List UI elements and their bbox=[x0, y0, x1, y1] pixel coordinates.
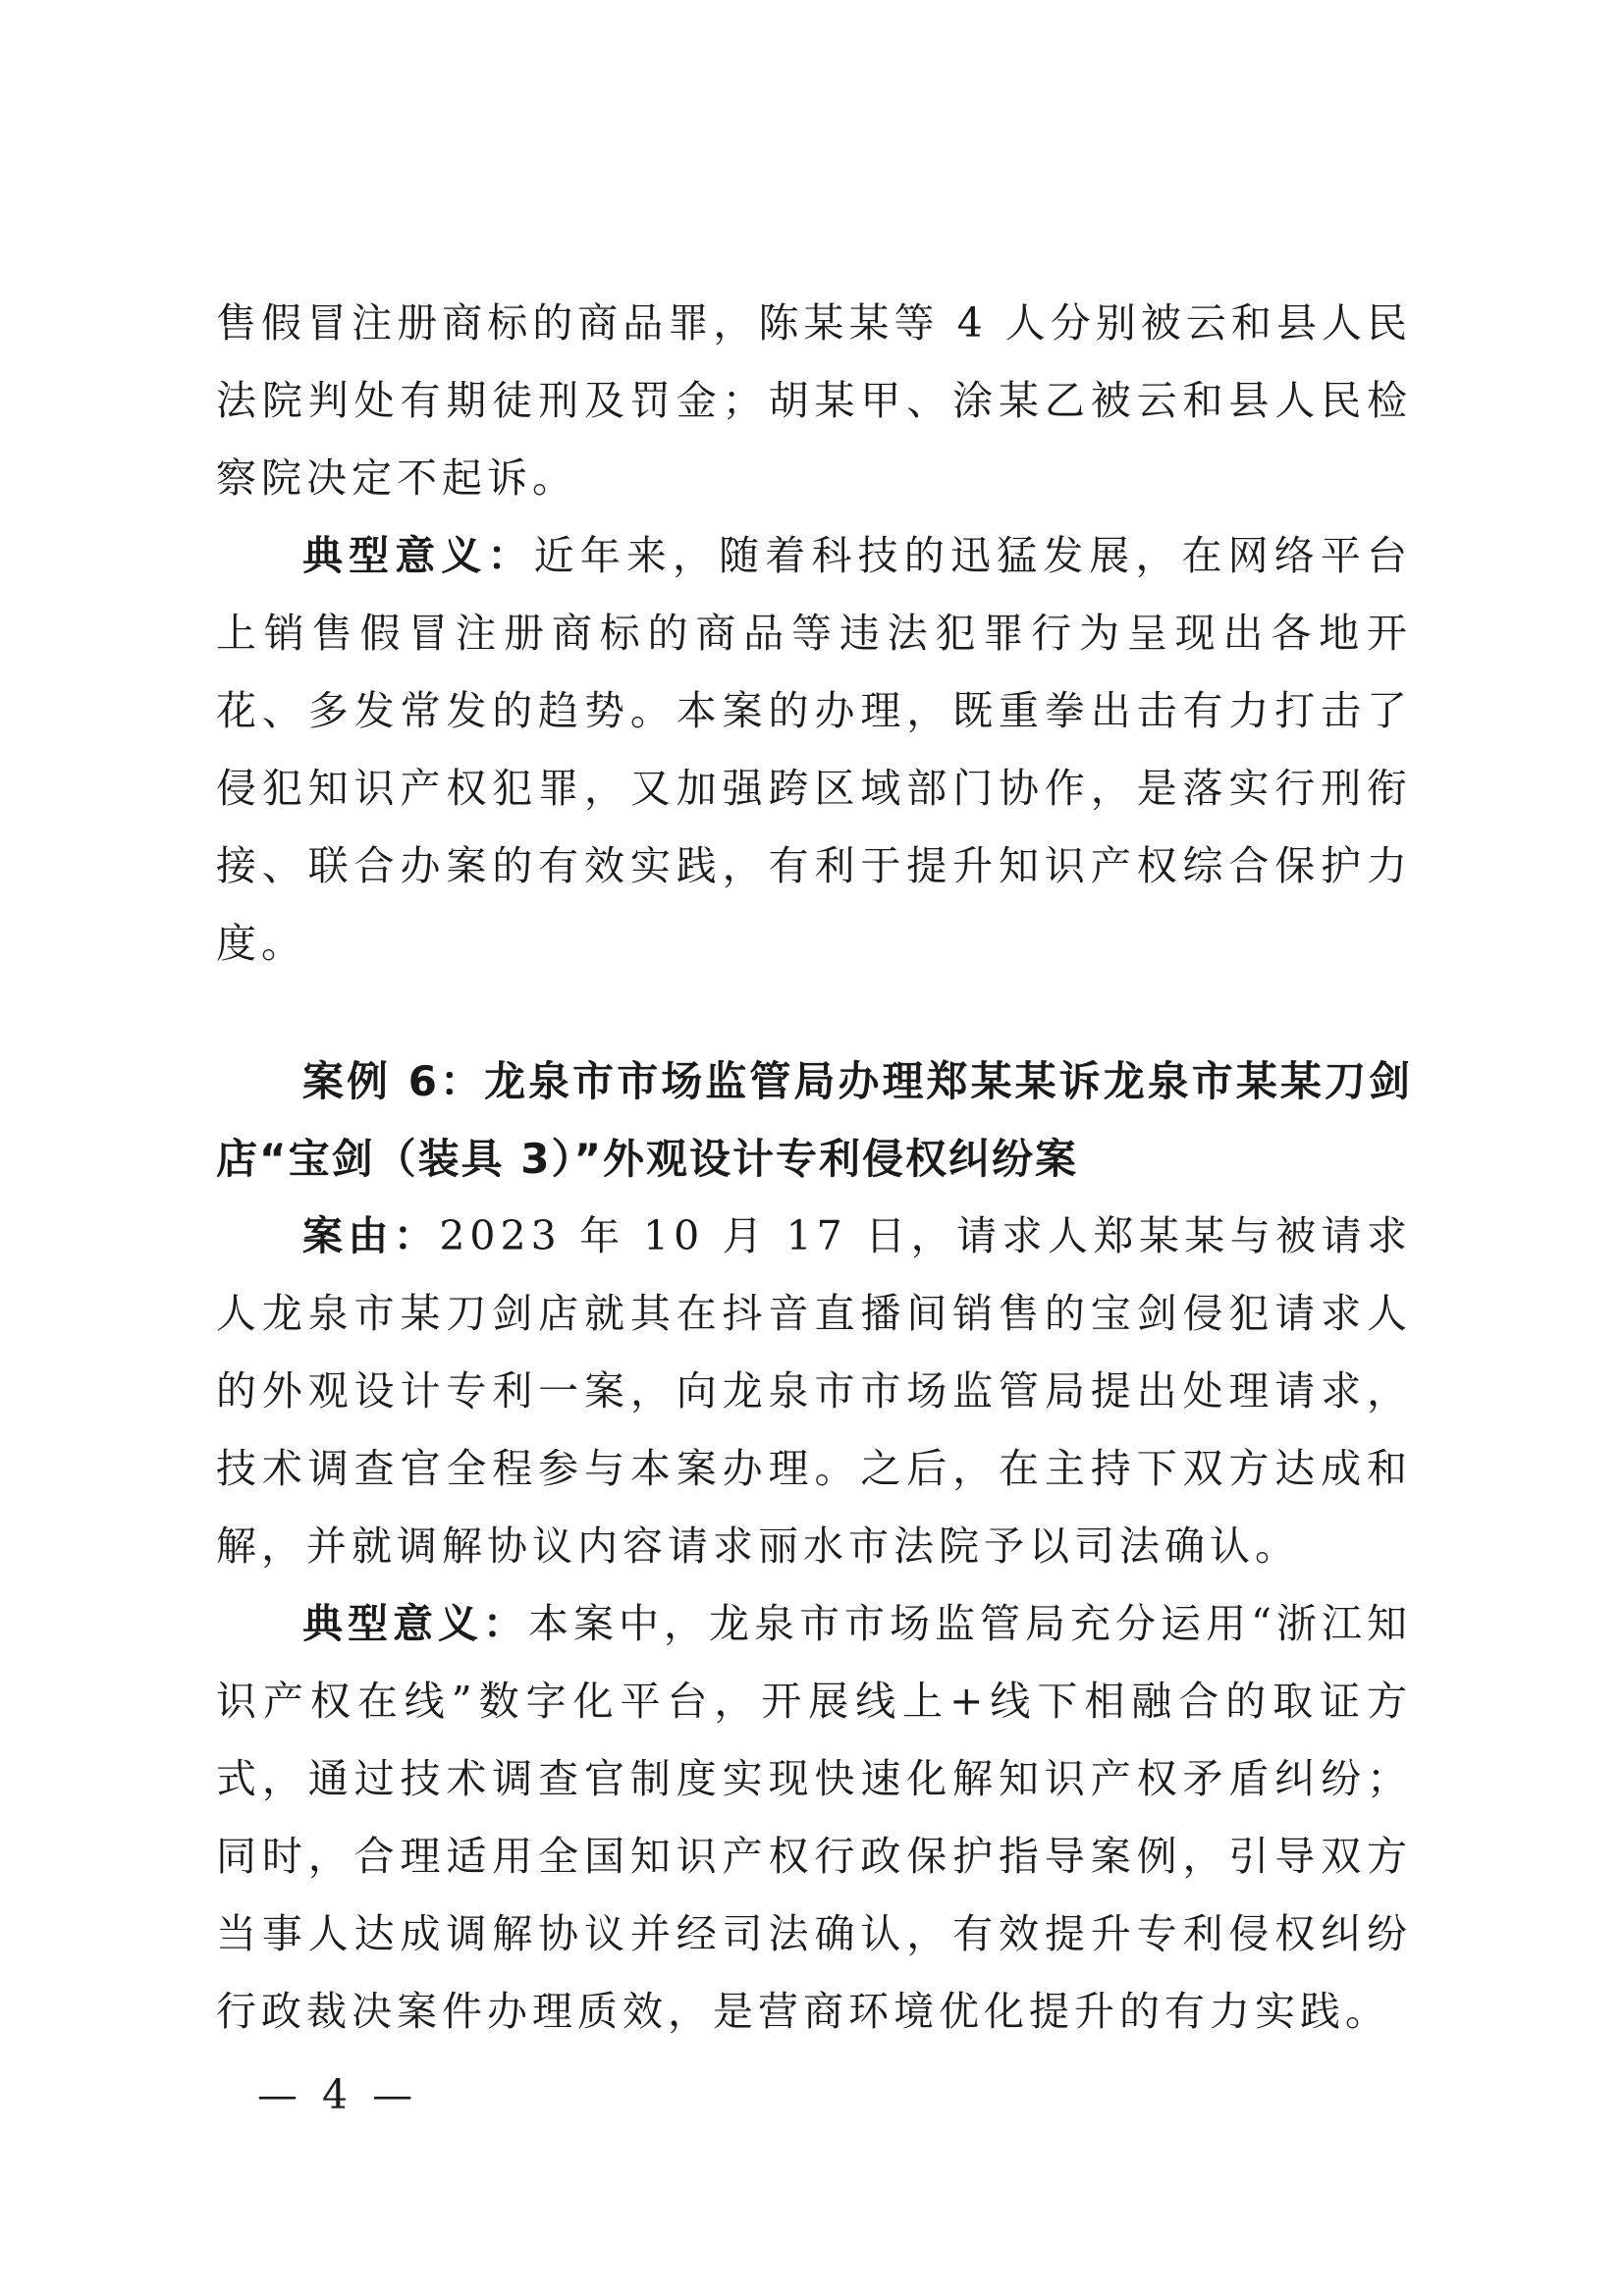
page-number: — 4 — bbox=[257, 2071, 419, 2118]
case-title: 案例 6：龙泉市市场监管局办理郑某某诉龙泉市某某刀剑店“宝剑（装具 3）”外观设计专利侵权纠纷案 bbox=[216, 1057, 1412, 1183]
significance-lead: 典型意义： bbox=[302, 532, 534, 579]
document-body bbox=[216, 285, 1412, 2051]
case-significance-text: 本案中，龙泉市市场监管局充分运用“浙江知识产权在线”数字化平台，开展线上+线下相融合的取证方式，通过技术调查官制度实现快速化解知识产权矛盾纠纷；同时，合理适用全国知识产权行政保护指导案例，引导双方当事人达成调解协议并经司法确认，有效提升专利侵权纠纷行政裁决案件办理质效，是营商环境优化提升的有力实践。 bbox=[216, 1600, 1412, 2035]
case-cause-lead: 案由： bbox=[302, 1212, 440, 1259]
continued-paragraph-text: 售假冒注册商标的商品罪，陈某某等 4 人分别被云和县人民法院判处有期徒刑及罚金；胡某甲、涂某乙被云和县人民检察院决定不起诉。 bbox=[216, 299, 1412, 502]
case-significance-paragraph bbox=[216, 1585, 1412, 2051]
significance-text: 近年来，随着科技的迅猛发展，在网络平台上销售假冒注册商标的商品等违法犯罪行为呈现出各地开花、多发常发的趋势。本案的办理，既重拳出击有力打击了侵犯知识产权犯罪，又加强跨区域部门协作，是落实行刑衔接、联合办案的有效实践，有利于提升知识产权综合保护力度。 bbox=[216, 532, 1413, 967]
significance-paragraph bbox=[216, 517, 1412, 983]
case-cause-text: 2023 年 10 月 17 日，请求人郑某某与被请求人龙泉市某刀剑店就其在抖音直播间销售的宝剑侵犯请求人的外观设计专利一案，向龙泉市市场监管局提出处理请求，技术调查官全程参与本案办理。之后，在主持下双方达成和解，并就调解协议内容请求丽水市法院予以司法确认。 bbox=[216, 1212, 1412, 1570]
case-significance-lead: 典型意义： bbox=[302, 1600, 529, 1647]
case-cause-paragraph bbox=[216, 1198, 1412, 1585]
continued-paragraph bbox=[216, 285, 1412, 517]
